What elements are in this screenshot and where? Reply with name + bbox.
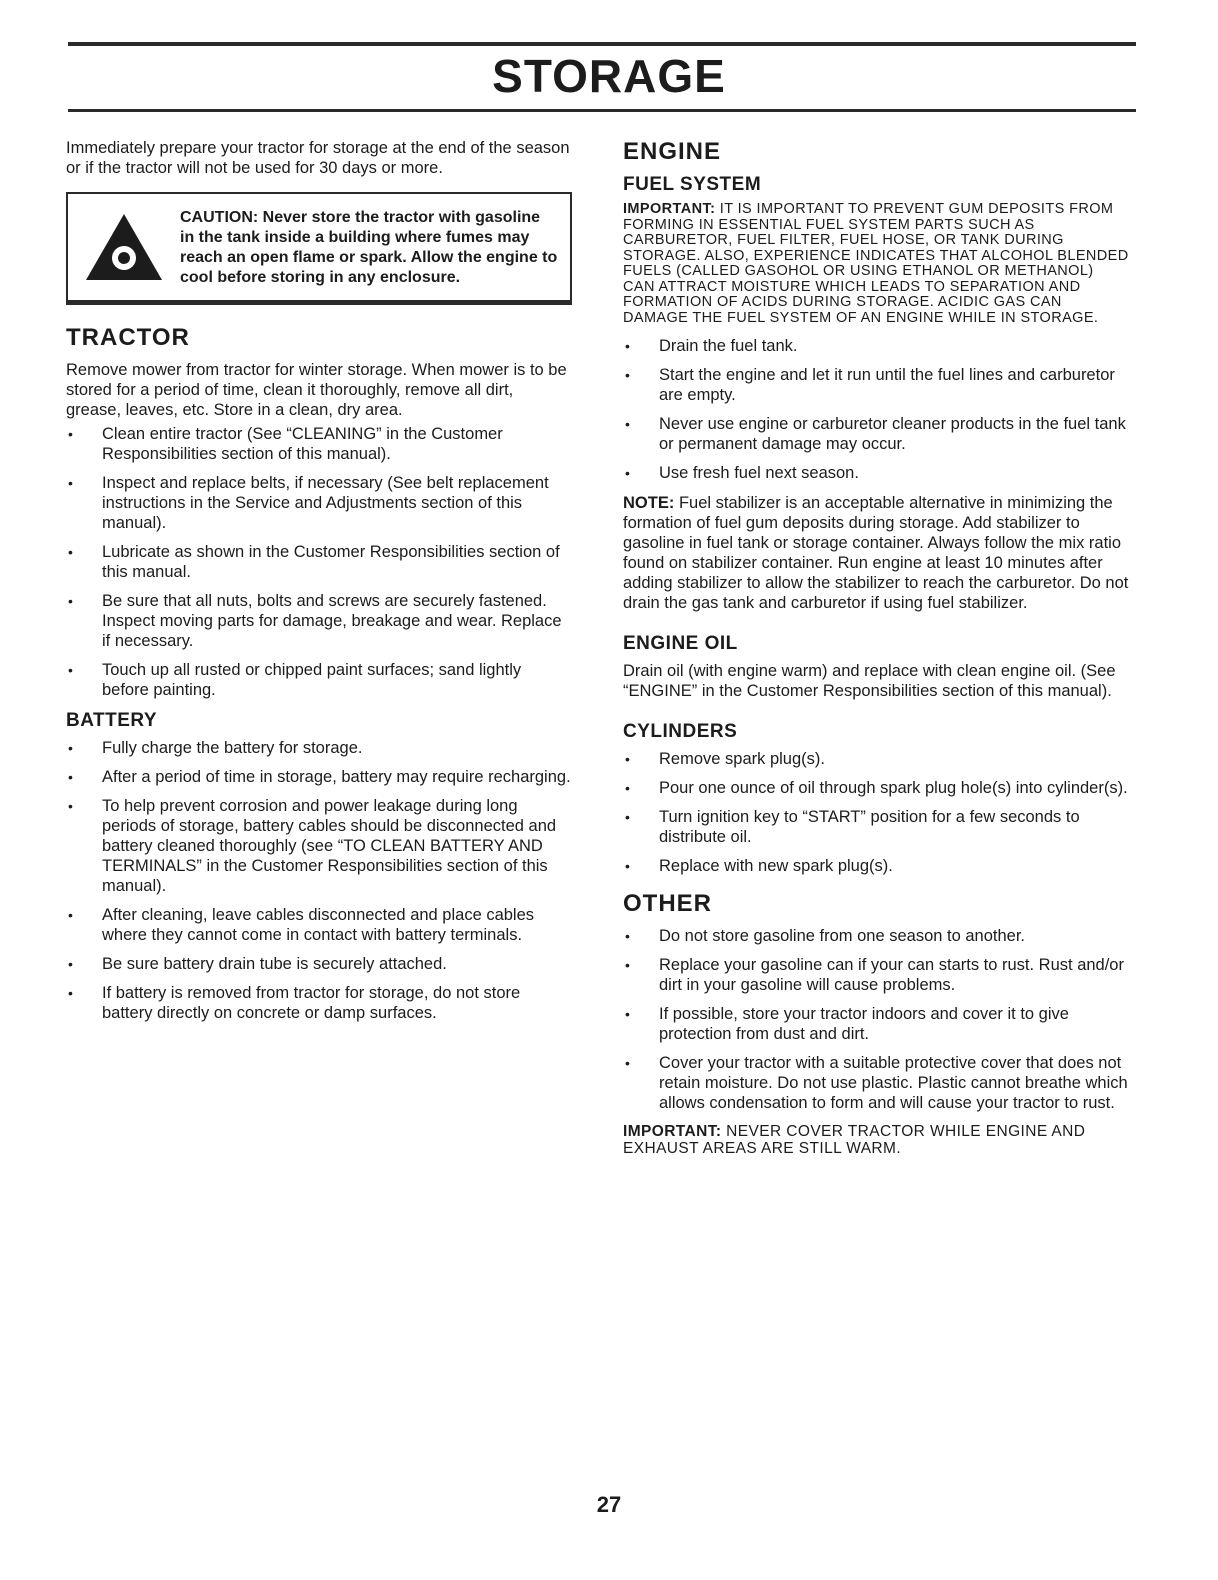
bullet-icon: • xyxy=(625,780,630,796)
list-item: • Drain the fuel tank. xyxy=(625,337,798,355)
bullet-icon: • xyxy=(625,928,630,944)
other-list xyxy=(623,926,1129,1113)
bullet-icon: • xyxy=(68,985,73,1001)
page-number: 27 xyxy=(596,1492,622,1517)
list-item: • Start the engine and let it run until the fuel lines and carburetor are empty. xyxy=(625,366,1115,404)
battery-list xyxy=(66,738,572,1023)
bullet-icon: • xyxy=(625,465,630,481)
list-item: • Touch up all rusted or chipped paint surfaces; sand lightly before painting. xyxy=(68,661,522,699)
fuel-system-list xyxy=(623,336,1129,483)
bullet-icon: • xyxy=(68,907,73,923)
list-item: • Do not store gasoline from one season to another. xyxy=(625,927,1025,945)
bullet-icon: • xyxy=(625,367,630,383)
warning-triangle-icon xyxy=(84,212,164,282)
bullet-icon: • xyxy=(625,957,630,973)
title-underline xyxy=(68,109,1136,112)
list-item: • Be sure that all nuts, bolts and screws are securely fastened. Inspect moving parts for damage, breakage and wear. Replace if necessary. xyxy=(68,592,562,650)
left-column xyxy=(66,138,572,1033)
right-column xyxy=(623,138,1129,1157)
cylinders-list xyxy=(623,749,1129,876)
bullet-icon: • xyxy=(68,769,73,785)
list-item: • Be sure battery drain tube is securely attached. xyxy=(68,955,447,973)
list-item: • After cleaning, leave cables disconnected and place cables where they cannot come in contact with battery terminals. xyxy=(68,906,535,944)
list-item: • If possible, store your tractor indoors and cover it to give protection from dust and dirt. xyxy=(625,1005,1069,1043)
bullet-icon: • xyxy=(68,593,73,609)
list-item: • Remove spark plug(s). xyxy=(625,750,825,768)
bullet-icon: • xyxy=(625,809,630,825)
fuel-note: NOTE: Fuel stabilizer is an acceptable alternative in minimizing the formation of fuel gum deposits during storage. Add stabilizer to gasoline in fuel tank or storage container. Always follow the mix ratio found on stabilizer container. Run engine at least 10 minutes after adding stabilizer to allow the stabilizer to reach the carburetor. Do not drain the gas tank and carburetor if using fuel stabilizer. xyxy=(623,494,1129,612)
tractor-heading: TRACTOR xyxy=(66,324,190,351)
list-item: • Fully charge the battery for storage. xyxy=(68,739,363,757)
list-item: • Lubricate as shown in the Customer Responsibilities section of this manual. xyxy=(68,543,560,581)
bullet-icon: • xyxy=(68,798,73,814)
cylinders-heading: CYLINDERS xyxy=(623,721,738,742)
battery-heading: BATTERY xyxy=(66,710,158,731)
other-heading: OTHER xyxy=(623,890,712,917)
list-item: • Use fresh fuel next season. xyxy=(625,464,859,482)
engine-oil-paragraph: Drain oil (with engine warm) and replace with clean engine oil. (See “ENGINE” in the Customer Responsibilities section of this manual). xyxy=(623,662,1116,700)
list-item: • To help prevent corrosion and power leakage during long periods of storage, battery cables should be disconnected and battery cleaned thoroughly (see “TO CLEAN BATTERY AND TERMINALS” in the Customer Responsibilities section of this manual). xyxy=(68,797,557,895)
bullet-icon: • xyxy=(68,475,73,491)
bullet-icon: • xyxy=(625,338,630,354)
list-item: • After a period of time in storage, battery may require recharging. xyxy=(68,768,571,786)
list-item: • Replace your gasoline can if your can starts to rust. Rust and/or dirt in your gasoline will cause problems. xyxy=(625,956,1124,994)
bullet-icon: • xyxy=(625,751,630,767)
bullet-icon: • xyxy=(68,956,73,972)
fuel-important-notice: IMPORTANT: IT IS IMPORTANT TO PREVENT GUM DEPOSITS FROM FORMING IN ESSENTIAL FUEL SYSTEM PARTS SUCH AS CARBURETOR, FUEL FILTER, FUEL HOSE, OR TANK DURING STORAGE. ALSO, EXPERIENCE INDICATES THAT ALCOHOL BLENDED FUELS (CALLED GASOHOL OR USING ETHANOL OR METHANOL) CAN ATTRACT MOISTURE WHICH LEADS TO SEPARATION AND FORMATION OF ACIDS DURING STORAGE. ACIDIC GAS CAN DAMAGE THE FUEL SYSTEM OF AN ENGINE WHILE IN STORAGE. xyxy=(623,201,1129,326)
tractor-paragraph: Remove mower from tractor for winter storage. When mower is to be stored for a period of time, clean it thoroughly, remove all dirt, grease, leaves, etc. Store in a clean, dry area. xyxy=(66,361,567,419)
list-item: • Inspect and replace belts, if necessary (See belt replacement instructions in the Service and Adjustments section of this manual). xyxy=(68,474,549,532)
bullet-icon: • xyxy=(68,544,73,560)
list-item: • Never use engine or carburetor cleaner products in the fuel tank or permanent damage may occur. xyxy=(625,415,1126,453)
engine-oil-heading: ENGINE OIL xyxy=(623,633,738,654)
bullet-icon: • xyxy=(625,416,630,432)
bullet-icon: • xyxy=(625,858,630,874)
bullet-icon: • xyxy=(68,662,73,678)
bullet-icon: • xyxy=(625,1055,630,1071)
list-item: • Turn ignition key to “START” position for a few seconds to distribute oil. xyxy=(625,808,1080,846)
other-important-notice: IMPORTANT: NEVER COVER TRACTOR WHILE ENGINE AND EXHAUST AREAS ARE STILL WARM. xyxy=(623,1123,1086,1157)
bullet-icon: • xyxy=(625,1006,630,1022)
list-item: • If battery is removed from tractor for storage, do not store battery directly on concrete or damp surfaces. xyxy=(68,984,521,1022)
bullet-icon: • xyxy=(68,740,73,756)
caution-text: CAUTION: Never store the tractor with gasoline in the tank inside a building where fumes may reach an open flame or spark. Allow the engine to cool before storing in any enclosure. xyxy=(180,209,558,286)
intro-paragraph: Immediately prepare your tractor for storage at the end of the season or if the tractor will not be used for 30 days or more. xyxy=(66,139,570,177)
list-item: • Cover your tractor with a suitable protective cover that does not retain moisture. Do not use plastic. Plastic cannot breathe which allows condensation to form and will cause your tractor to rust. xyxy=(625,1054,1128,1112)
bullet-icon: • xyxy=(68,426,73,442)
fuel-system-heading: FUEL SYSTEM xyxy=(623,174,762,195)
list-item: • Replace with new spark plug(s). xyxy=(625,857,893,875)
list-item: • Clean entire tractor (See “CLEANING” in the Customer Responsibilities section of this manual). xyxy=(68,425,503,463)
caution-box xyxy=(66,192,572,302)
engine-heading: ENGINE xyxy=(623,138,722,165)
page-title: STORAGE xyxy=(492,50,726,102)
list-item: • Pour one ounce of oil through spark plug hole(s) into cylinder(s). xyxy=(625,779,1128,797)
tractor-list xyxy=(66,424,572,700)
